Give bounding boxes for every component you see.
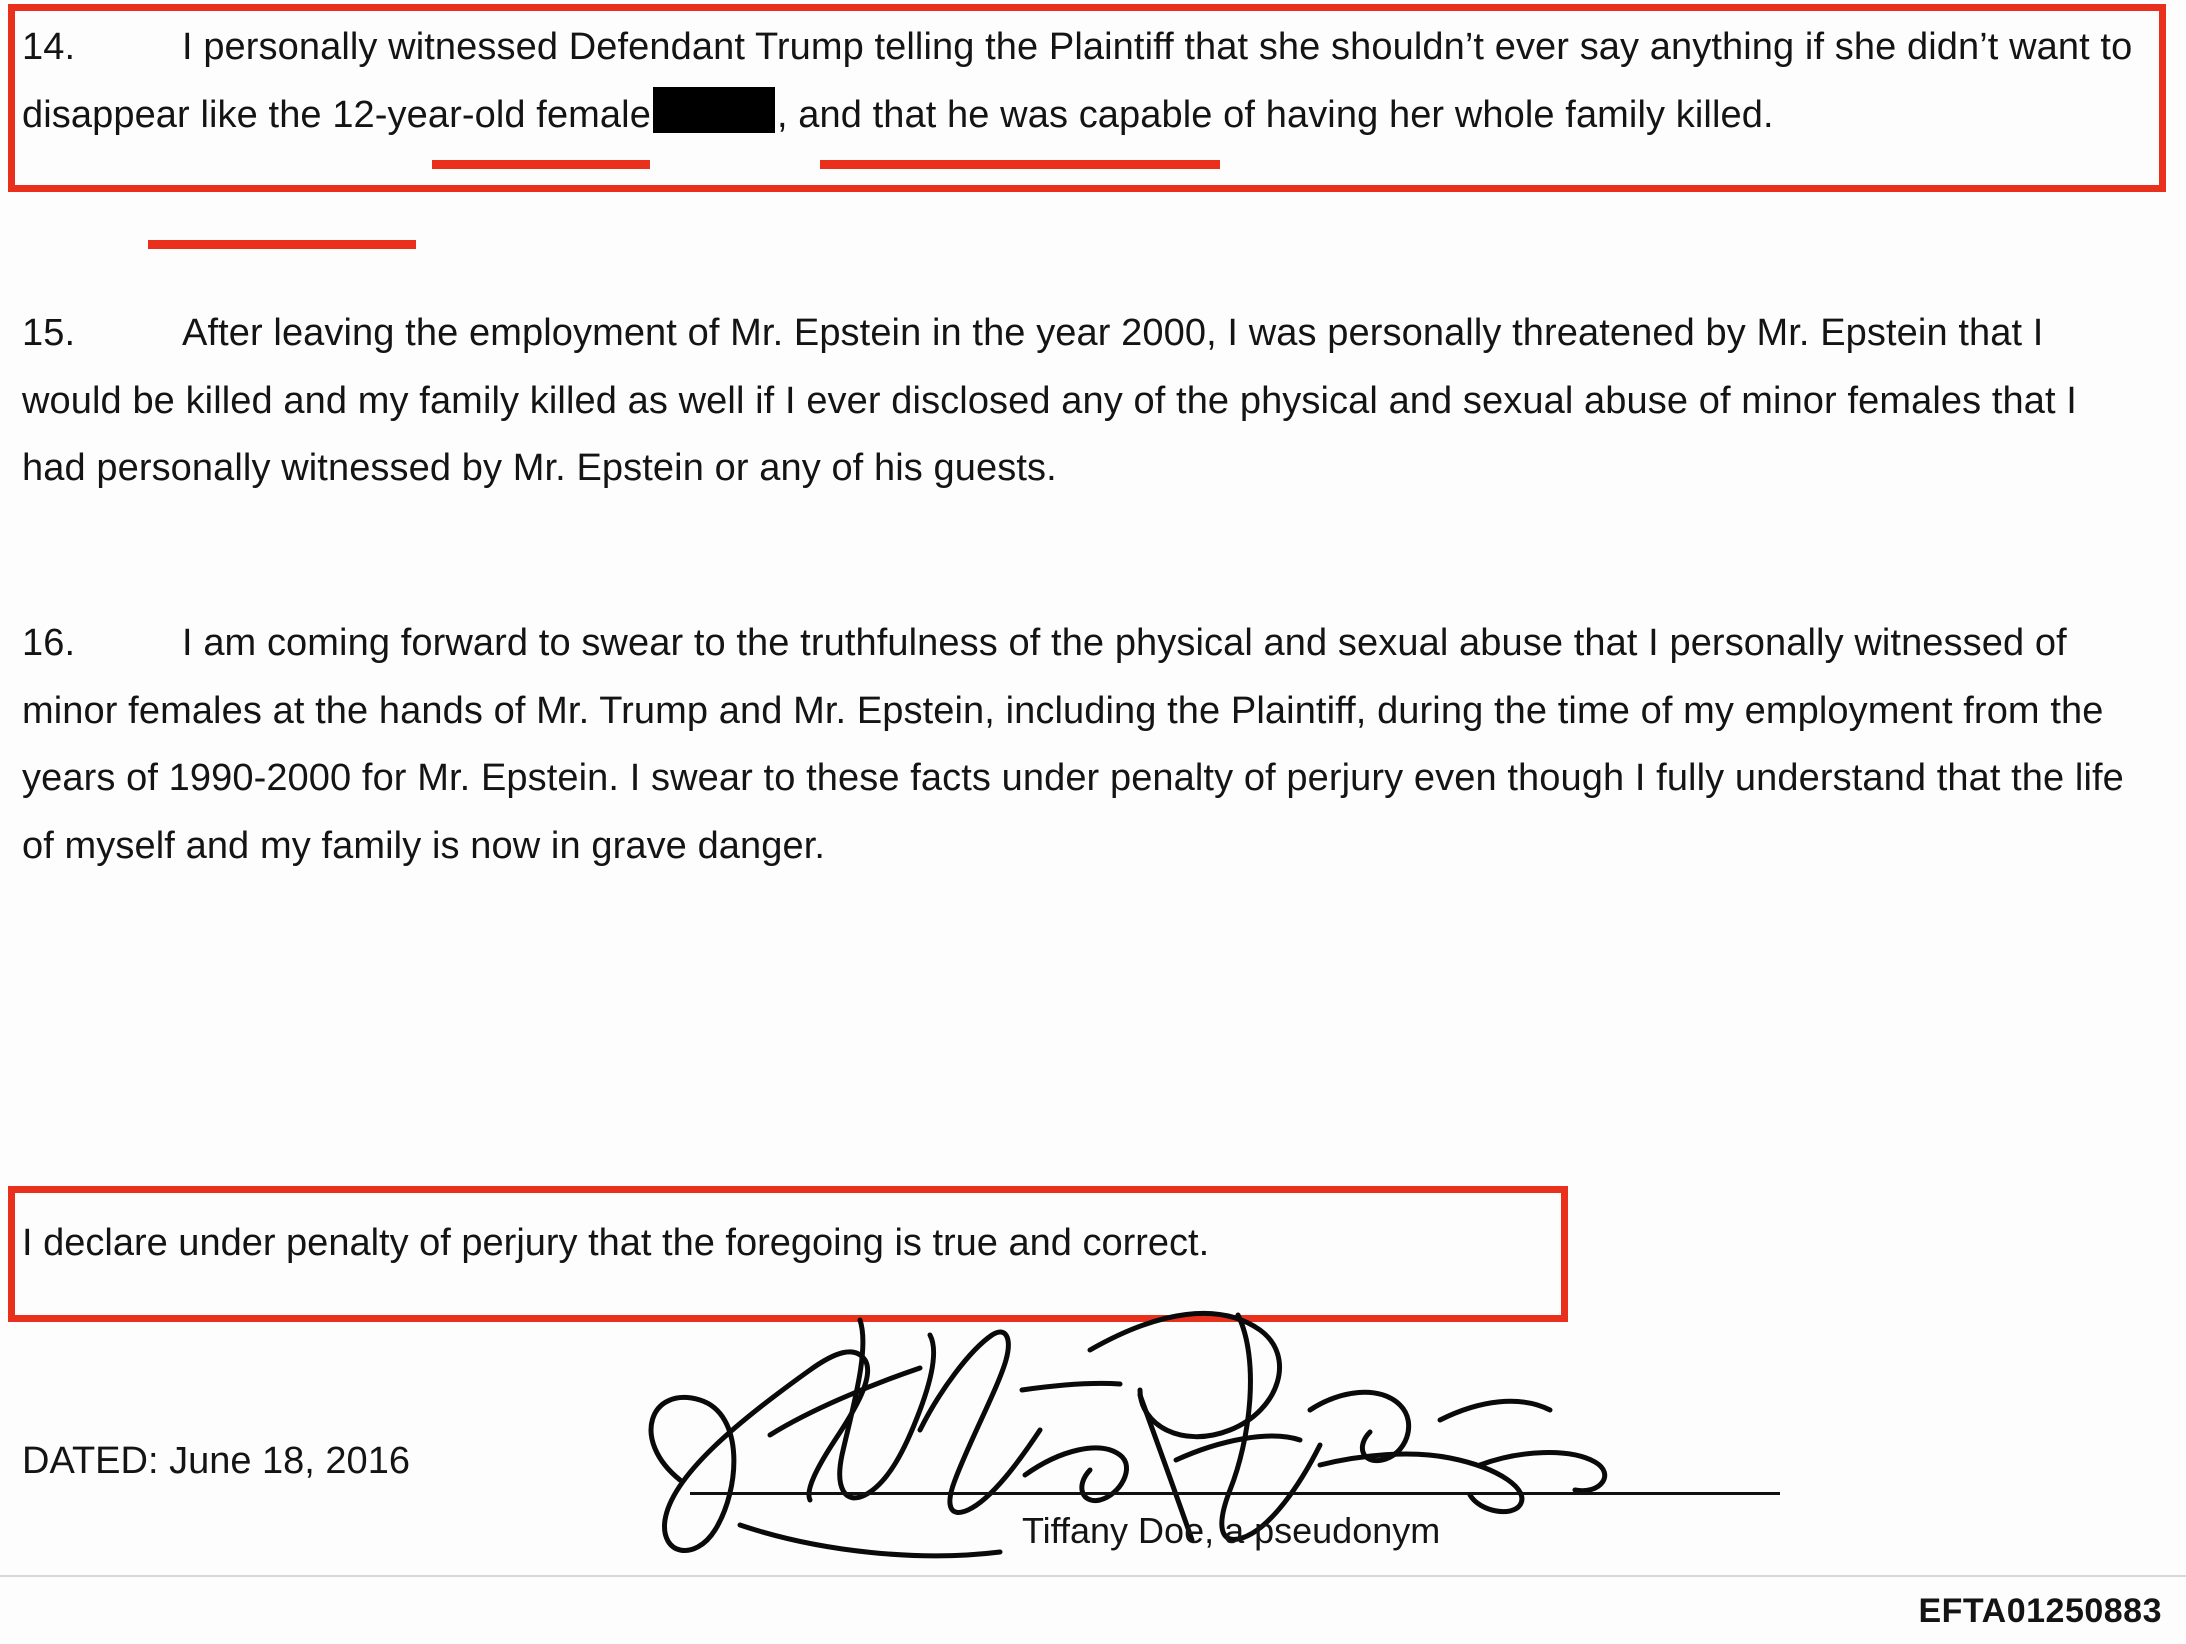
paragraph-15-number: 15. [22, 312, 76, 354]
paragraph-16-number: 16. [22, 622, 76, 664]
bates-number: EFTA01250883 [1918, 1592, 2162, 1630]
underline-annotation-family-killed [148, 240, 416, 249]
paragraph-16-text: I am coming forward to swear to the truthfulness of the physical and sexual abuse that I personally witnessed of minor females at the hands of Mr. Trump and Mr. Epstein, including the Plaintiff, during the time of my employment from the years of 1990-2000 for Mr. Epstein. I swear to these facts under penalty of perjury even though I fully understand that the life of myself and my family is now in grave danger. [22, 622, 2124, 867]
signature-caption: Tiffany Doe, a pseudonym [1022, 1510, 1441, 1551]
signature-line [690, 1492, 1780, 1495]
paragraph-15 [22, 300, 2142, 503]
declaration-text: I declare under penalty of perjury that the foregoing is true and correct. [22, 1222, 1210, 1264]
paragraph-16 [22, 610, 2142, 881]
underline-annotation-twelve-year-old-female [820, 160, 1220, 169]
dated-line: DATED: June 18, 2016 [22, 1440, 410, 1482]
paragraph-14-text-after: , and that he was capable of having her whole family killed. [776, 93, 1774, 136]
paragraph-14-number: 14. [22, 26, 76, 68]
paragraph-14-text-before: I personally witnessed Defendant Trump telling the Plaintiff that she shouldn’t ever say anything if she didn’t want to disappear like the 12-year-old female [22, 26, 2133, 136]
paragraph-14 [22, 14, 2158, 149]
paragraph-15-text: After leaving the employment of Mr. Epstein in the year 2000, I was personally threatened by Mr. Epstein that I would be killed and my family killed as well if I ever disclosed any of the physical and sexual abuse of minor females that I had personally witnessed by Mr. Epstein or any of his guests. [22, 312, 2077, 490]
redaction-bar [653, 87, 775, 133]
underline-annotation-disappear [432, 160, 650, 169]
footer-divider [0, 1575, 2186, 1577]
